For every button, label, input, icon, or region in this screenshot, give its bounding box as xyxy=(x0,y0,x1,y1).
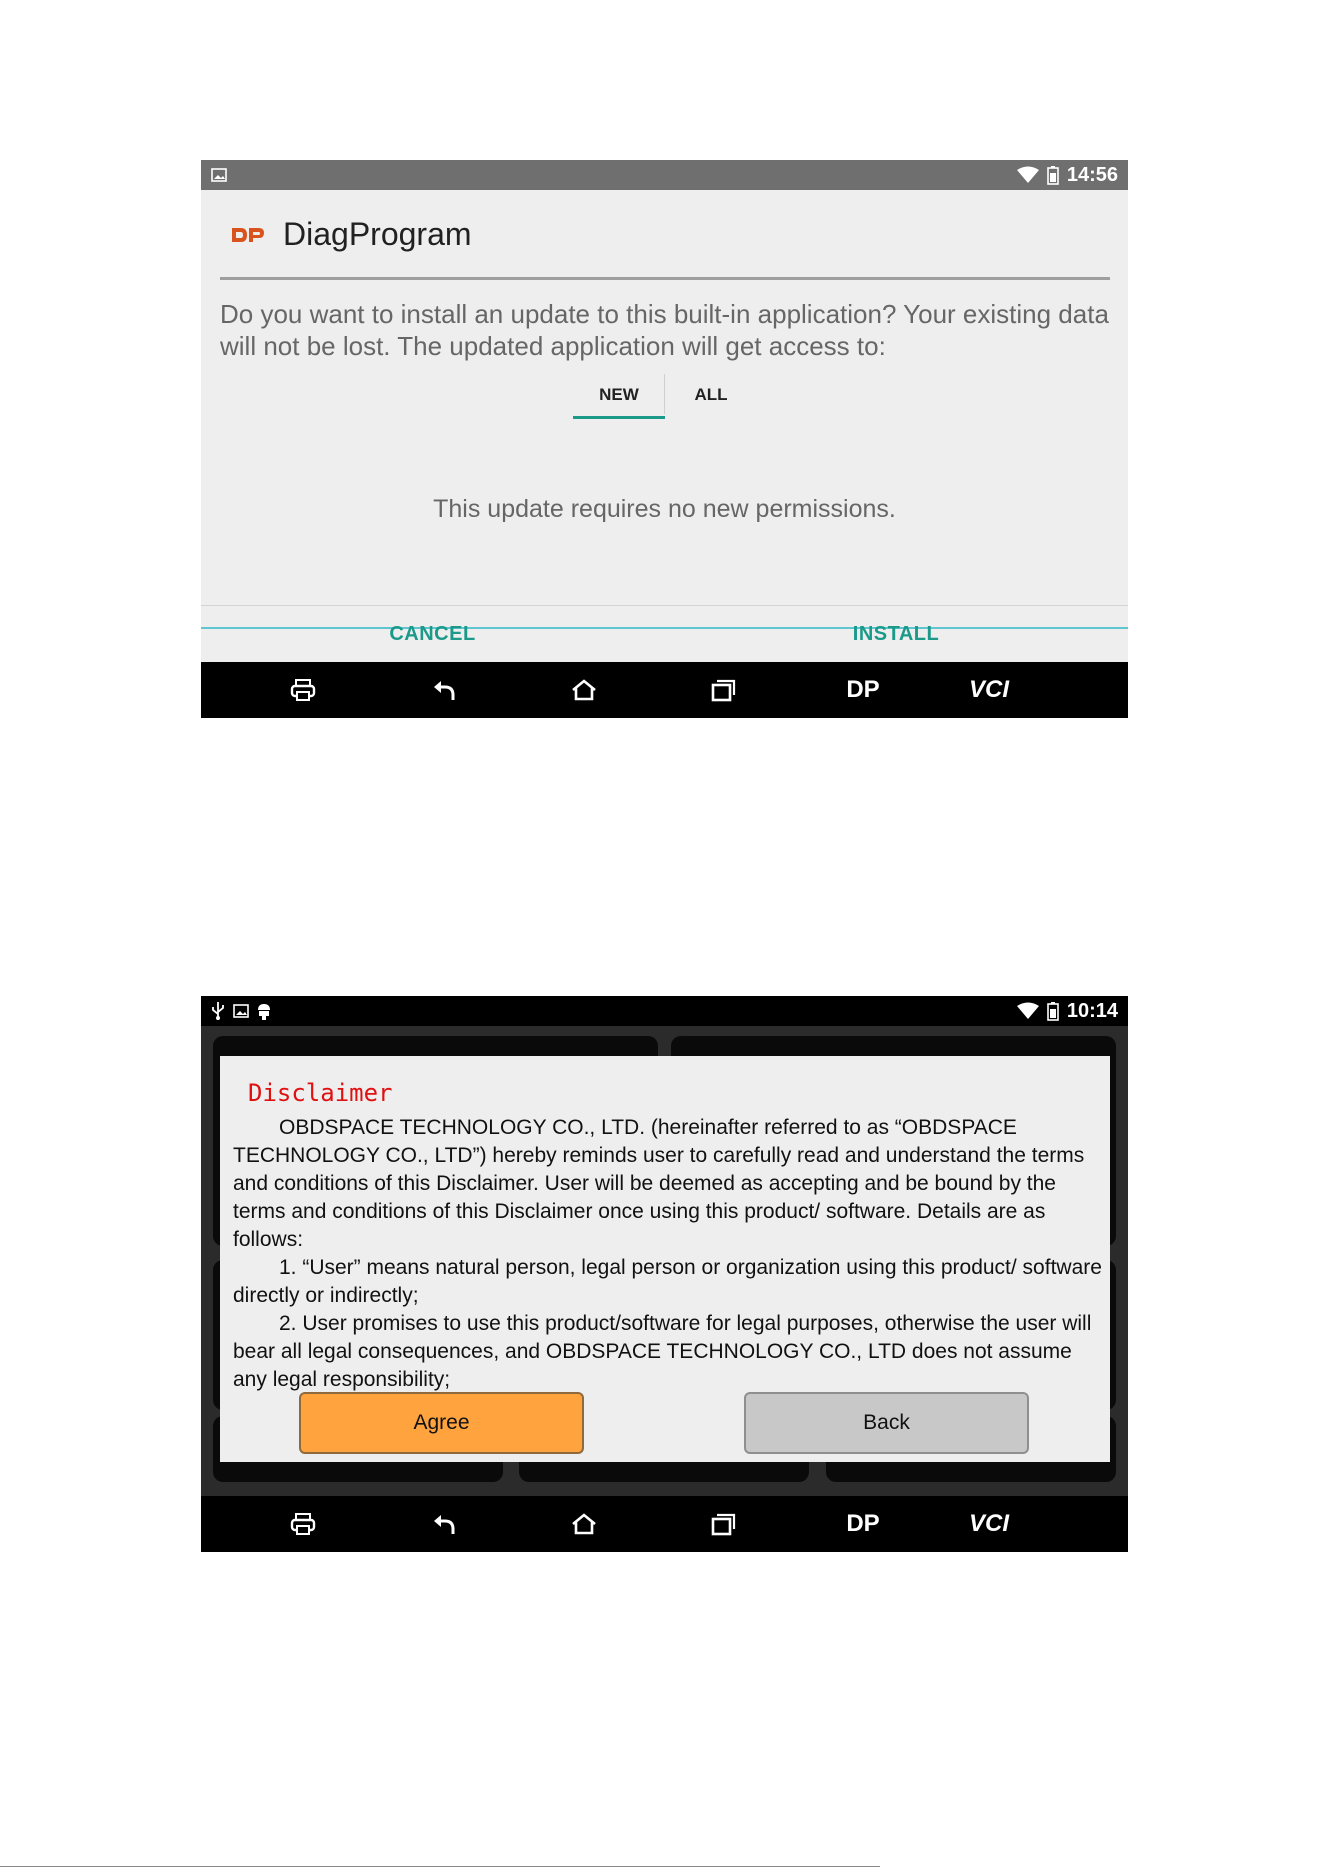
back-icon[interactable] xyxy=(409,662,479,718)
print-icon[interactable] xyxy=(268,662,338,718)
nav-bar xyxy=(201,1496,1128,1552)
tab-new[interactable]: NEW xyxy=(599,384,639,404)
wifi-icon xyxy=(1017,167,1039,183)
recents-icon[interactable] xyxy=(688,1496,758,1552)
vci-nav-button[interactable]: VCI xyxy=(968,676,1009,703)
battery-icon xyxy=(1047,1002,1059,1020)
app-header xyxy=(231,216,472,253)
disclaimer-title: Disclaimer xyxy=(248,1079,393,1107)
install-update-screen xyxy=(201,160,1128,717)
vci-nav-button[interactable]: VCI xyxy=(968,1510,1009,1537)
wifi-icon xyxy=(1017,1003,1039,1019)
usb-icon xyxy=(211,1002,225,1020)
tab-selected-indicator xyxy=(573,416,665,419)
disclaimer-screen xyxy=(201,996,1128,1552)
cancel-button[interactable]: CANCEL xyxy=(389,622,476,645)
disclaimer-paragraph: 2. User promises to use this product/software for legal purposes, otherwise the user will bear all legal consequences, and OBDSPACE TECHNOLOGY CO., LTD does not assume any legal responsibility; xyxy=(233,1312,1092,1391)
battery-icon xyxy=(1047,166,1059,184)
back-icon[interactable] xyxy=(409,1496,479,1552)
page-footer-rule xyxy=(0,1866,880,1867)
dp-nav-button[interactable]: DP xyxy=(846,1510,880,1537)
home-icon[interactable] xyxy=(549,662,619,718)
install-prompt: Do you want to install an update to this built-in application? Your existing data will not be lost. The updated application will get access to: xyxy=(220,299,1109,361)
home-icon[interactable] xyxy=(549,1496,619,1552)
back-button[interactable]: Back xyxy=(744,1392,1029,1454)
status-bar xyxy=(201,160,1128,190)
status-bar xyxy=(201,996,1128,1026)
image-notification-icon xyxy=(211,168,227,182)
android-icon xyxy=(257,1002,271,1020)
disclaimer-paragraph: OBDSPACE TECHNOLOGY CO., LTD. (hereinafter referred to as “OBDSPACE TECHNOLOGY CO., LTD”) hereby reminds user to carefully read and understand the terms and conditions of this Disclaimer. User will be deemed as accepting and be bound by the terms and conditions of this Disclaimer once using this product/ software. Details are as follows: xyxy=(233,1116,1085,1251)
image-notification-icon xyxy=(233,1004,249,1018)
disclaimer-paragraph: 1. “User” means natural person, legal person or organization using this product/ software directly or indirectly; xyxy=(233,1256,1102,1307)
dp-logo-icon xyxy=(231,225,265,245)
install-button[interactable]: INSTALL xyxy=(852,622,940,645)
permission-tabs xyxy=(201,370,1128,419)
disclaimer-dialog xyxy=(220,1056,1110,1462)
print-icon[interactable] xyxy=(268,1496,338,1552)
disclaimer-text[interactable] xyxy=(233,1114,1103,1391)
agree-button[interactable]: Agree xyxy=(299,1392,584,1454)
nav-bar xyxy=(201,662,1128,718)
app-title: DiagProgram xyxy=(283,216,472,252)
dp-nav-button[interactable]: DP xyxy=(846,676,880,703)
tab-all[interactable]: ALL xyxy=(694,384,728,404)
status-time: 10:14 xyxy=(1066,999,1118,1022)
recents-icon[interactable] xyxy=(688,662,758,718)
permission-note: This update requires no new permissions. xyxy=(433,495,896,523)
status-time: 14:56 xyxy=(1066,163,1118,186)
header-divider xyxy=(220,277,1110,280)
